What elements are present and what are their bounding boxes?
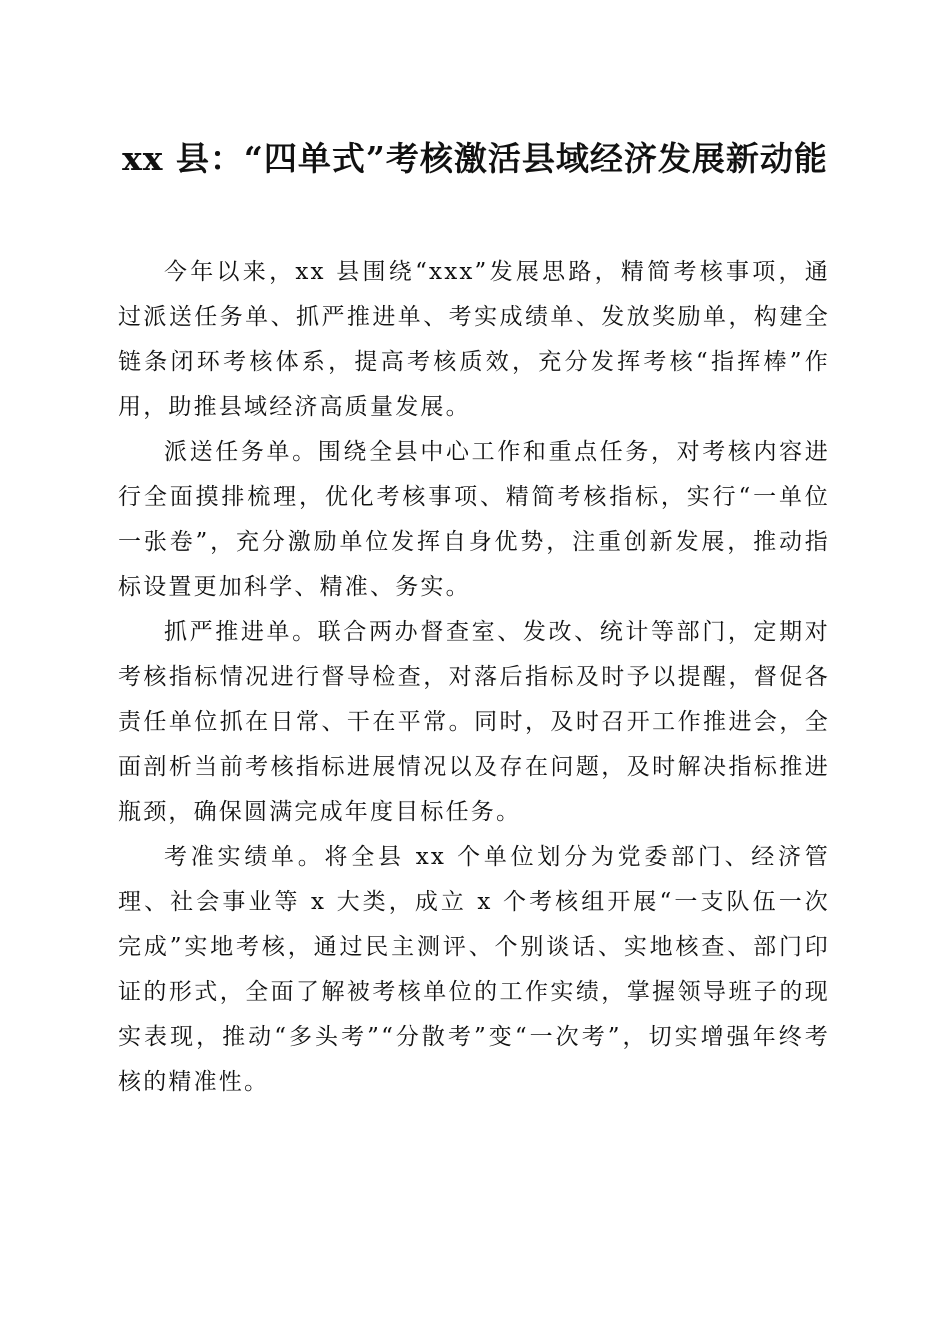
document-body [118, 250, 830, 1105]
paragraph-progress-list: 抓严推进单。联合两办督查室、发改、统计等部门，定期对考核指标情况进行督导检查，对落后指标及时予以提醒，督促各责任单位抓在日常、干在平常。同时，及时召开工作推进会，全面剖析当前考核指标进展情况以及存在问题，及时解决指标推进瓶颈，确保圆满完成年度目标任务。 [118, 619, 830, 825]
paragraph-task-list: 派送任务单。围绕全县中心工作和重点任务，对考核内容进行全面摸排梳理，优化考核事项、精简考核指标，实行“一单位一张卷”，充分激励单位发挥自身优势，注重创新发展，推动指标设置更加科学、精准、务实。 [118, 439, 830, 600]
paragraph-performance-list: 考准实绩单。将全县 xx 个单位划分为党委部门、经济管理、社会事业等 x 大类，成立 x 个考核组开展“一支队伍一次完成”实地考核，通过民主测评、个别谈话、实地核查、部门印证的形式，全面了解被考核单位的工作实绩，掌握领导班子的现实表现，推动“多头考”“分散考”变“一次考”，切实增强年终考核的精准性。 [118, 844, 830, 1095]
document-title: xx 县：“四单式”考核激活县域经济发展新动能 [122, 139, 828, 178]
paragraph-intro: 今年以来，xx 县围绕“xxx”发展思路，精简考核事项，通过派送任务单、抓严推进单、考实成绩单、发放奖励单，构建全链条闭环考核体系，提高考核质效，充分发挥考核“指挥棒”作用，助推县域经济高质量发展。 [118, 259, 830, 420]
